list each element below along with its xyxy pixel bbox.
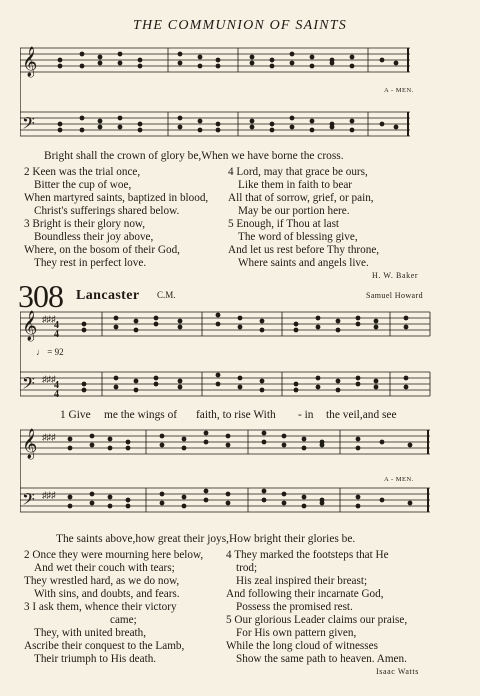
svg-text:𝄞: 𝄞 xyxy=(22,311,38,340)
composer-name: Samuel Howard xyxy=(366,291,423,300)
verse-line: Boundless their joy above, xyxy=(34,231,154,243)
verse-line: They wrestled hard, as we do now, xyxy=(24,575,180,587)
verse-line: 3 I ask them, whence their victory xyxy=(24,601,177,613)
verse-line: May be our portion here. xyxy=(238,205,350,217)
metronome-mark: ♩ = 92 xyxy=(36,347,64,357)
first-line-words: faith, to rise With xyxy=(196,409,276,421)
first-line-words: - in xyxy=(298,409,314,421)
svg-text:𝄞: 𝄞 xyxy=(22,429,38,458)
refrain-307: Bright shall the crown of glory be,When we have borne the cross. xyxy=(44,150,344,162)
verse-line: 2 Once they were mourning here below, xyxy=(24,549,204,561)
amen-label-307: A - MEN. xyxy=(384,87,414,94)
verses-307-left xyxy=(24,166,208,270)
verse-line: All that of sorrow, grief, or pain, xyxy=(228,192,374,204)
first-line-words: the veil,and see xyxy=(326,409,397,421)
svg-text:4: 4 xyxy=(54,389,59,400)
verses-307-right xyxy=(228,166,379,270)
verse-line: Like them in faith to bear xyxy=(238,179,353,191)
verse-line: For His own pattern given, xyxy=(236,627,357,639)
verse-line: 5 Our glorious Leader claims our praise, xyxy=(226,614,408,626)
verse-line: Show the same path to heaven. Amen. xyxy=(236,653,407,665)
verse-line: came; xyxy=(110,614,137,626)
page-header: THE COMMUNION OF SAINTS xyxy=(133,18,347,33)
first-line-words: me the wings of xyxy=(104,409,178,421)
verse-line: Where, on the bosom of their God, xyxy=(24,244,180,256)
amen-label-308: A - MEN. xyxy=(384,476,414,483)
verse-line: With sins, and doubts, and fears. xyxy=(34,588,180,600)
music-system-307 xyxy=(20,40,440,150)
music-staves-308-a xyxy=(20,306,440,406)
verse-line: While the long cloud of witnesses xyxy=(226,640,378,652)
verse-line: Their triumph to His death. xyxy=(34,653,157,665)
verse-line: And let us rest before Thy throne, xyxy=(228,244,380,256)
verse-line: 5 Enough, if Thou at last xyxy=(228,218,340,230)
author-308: Isaac Watts xyxy=(376,667,419,676)
music-system-308-a xyxy=(20,306,440,406)
svg-text:4: 4 xyxy=(54,380,59,391)
verse-line: They rest in perfect love. xyxy=(34,257,147,269)
svg-text:♯♯♯: ♯♯♯ xyxy=(42,432,56,442)
verse-line: 4 Lord, may that grace be ours, xyxy=(228,166,368,178)
first-line-words: 1 Give xyxy=(60,409,91,421)
svg-text:𝄢: 𝄢 xyxy=(22,115,35,137)
svg-text:♯♯♯: ♯♯♯ xyxy=(42,374,56,384)
svg-text:♯♯♯: ♯♯♯ xyxy=(42,490,56,500)
verse-line: Possess the promised rest. xyxy=(236,601,353,613)
music-staves-307 xyxy=(20,40,440,150)
author-307: H. W. Baker xyxy=(372,271,419,280)
verse-line: They, with united breath, xyxy=(34,627,147,639)
verses-308-left xyxy=(24,549,203,666)
verse-line: His zeal inspired their breast; xyxy=(236,575,368,587)
verse-line: 3 Bright is their glory now, xyxy=(24,218,146,230)
verse-line: When martyred saints, baptized in blood, xyxy=(24,192,209,204)
verse-line: The word of blessing give, xyxy=(238,231,358,243)
verse-line: trod; xyxy=(236,562,258,574)
music-system-308-b xyxy=(20,424,440,524)
hymn-number: 308 xyxy=(18,278,63,314)
verses-308-right xyxy=(226,549,407,666)
verse-line: And wet their couch with tears; xyxy=(34,562,175,574)
svg-text:𝄢: 𝄢 xyxy=(22,491,35,513)
tune-meter: C.M. xyxy=(157,290,176,300)
svg-text:𝄞: 𝄞 xyxy=(22,47,38,76)
verse-line: 2 Keen was the trial once, xyxy=(24,166,141,178)
tune-name: Lancaster xyxy=(76,288,140,303)
svg-text:♯♯♯: ♯♯♯ xyxy=(42,314,56,324)
verse-line: Bitter the cup of woe, xyxy=(34,179,132,191)
svg-text:4: 4 xyxy=(54,329,59,340)
verse-line: 4 They marked the footsteps that He xyxy=(226,549,389,561)
verse-line: Where saints and angels live. xyxy=(238,257,369,269)
svg-text:𝄢: 𝄢 xyxy=(22,375,35,397)
verse-line: And following their incarnate God, xyxy=(226,588,384,600)
svg-text:4: 4 xyxy=(54,320,59,331)
verse-line: Christ's sufferings shared below. xyxy=(34,205,180,217)
music-staves-308-b xyxy=(20,424,440,524)
verse-line: Ascribe their conquest to the Lamb, xyxy=(24,640,185,652)
refrain-308: The saints above,how great their joys,How bright their glories be. xyxy=(56,533,356,545)
